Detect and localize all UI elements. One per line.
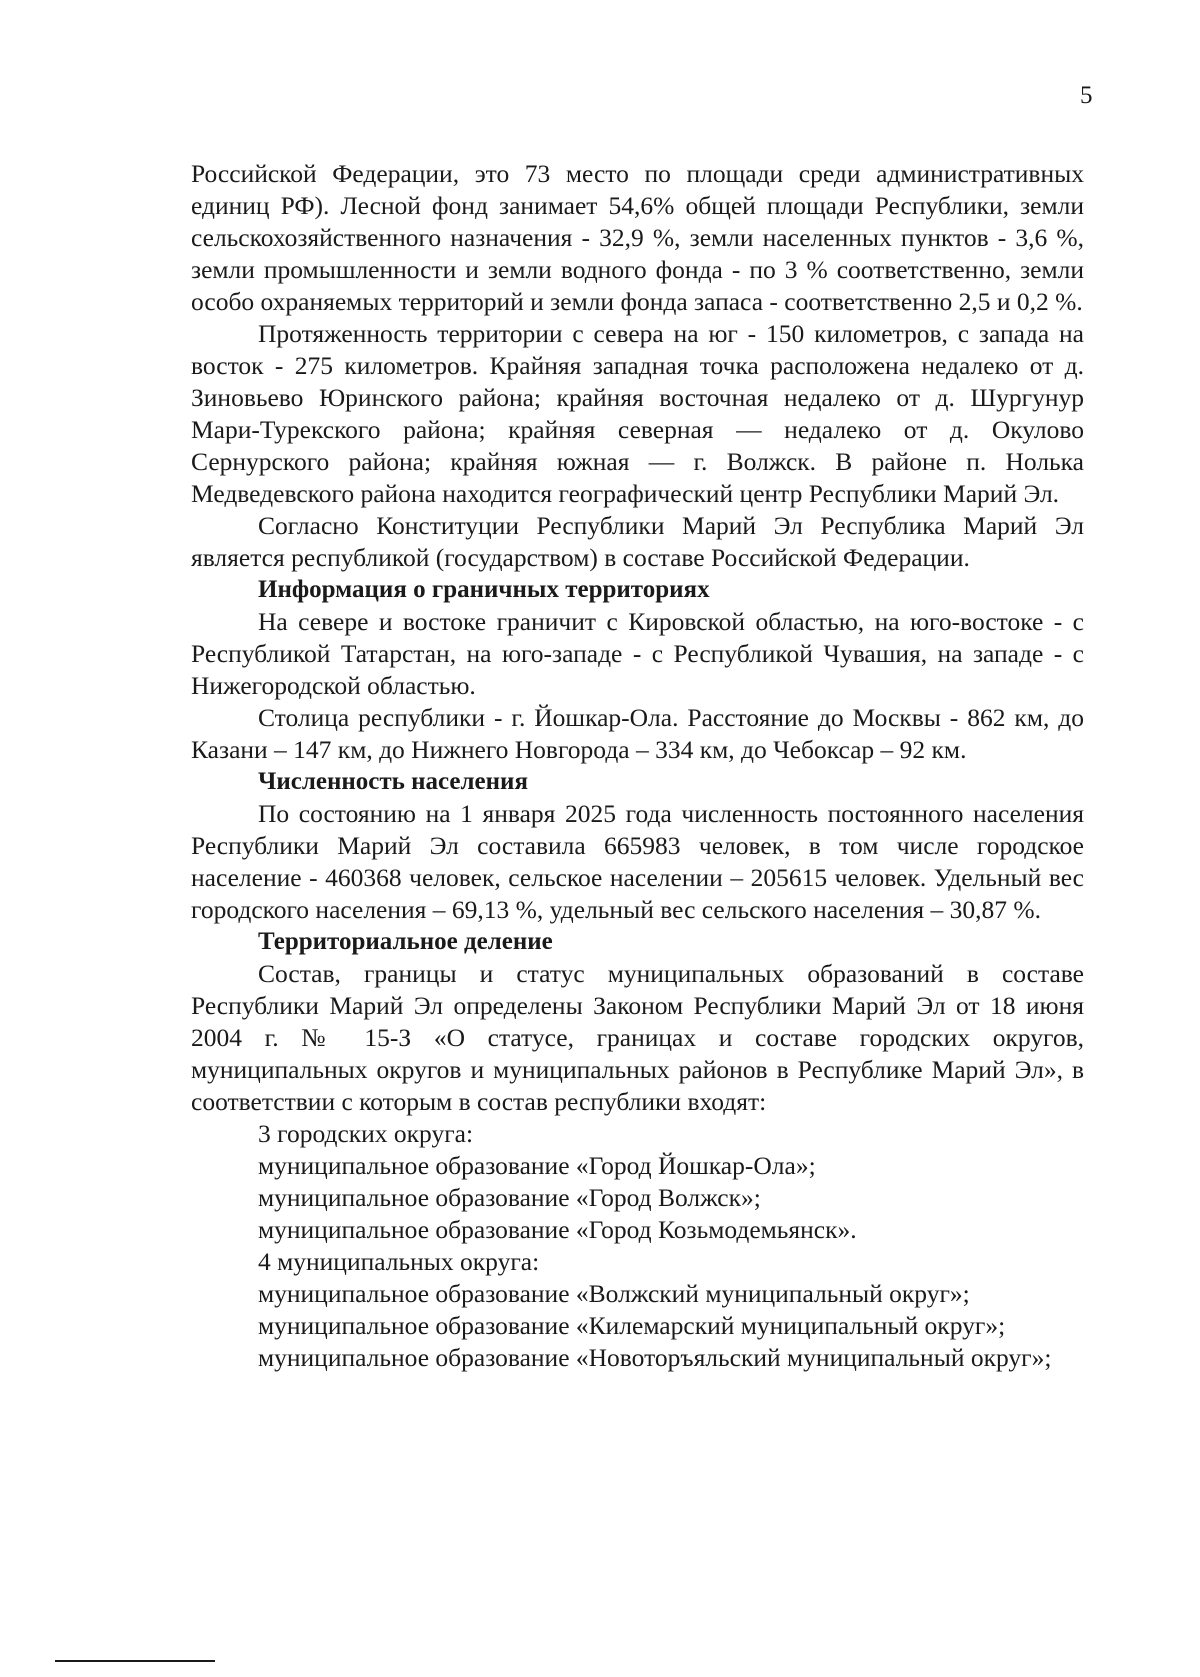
list-item: муниципальное образование «Волжский муниципальный округ»; <box>258 1279 970 1308</box>
paragraph-area: Российской Федерации, это 73 место по площади среди административных единиц РФ). Лесной фонд занимает 54,6% общей площади Республики, земли сельскохозяйственного назначения - 32,9 %, земли населенных пунктов - 3,6 %, земли промышленности и земли водного фонда - по 3 % соответственно, земли особо охраняемых территорий и земли фонда запаса - соответственно 2,5 и 0,2 %. <box>191 159 1084 316</box>
paragraph-borders: На севере и востоке граничит с Кировской областью, на юго-востоке - с Республикой Татарстан, на юго-западе - с Республикой Чувашия, на западе - с Нижегородской областью. <box>191 607 1084 700</box>
heading-division: Территориальное деление <box>258 928 553 955</box>
paragraph-capital: Столица республики - г. Йошкар-Ола. Расстояние до Москвы - 862 км, до Казани – 147 км, до Нижнего Новгорода – 334 км, до Чебоксар – 92 км. <box>191 703 1084 764</box>
municipal-districts-title: 4 муниципальных округа: <box>258 1247 540 1276</box>
paragraph-constitution: Согласно Конституции Республики Марий Эл Республика Марий Эл является республикой (государством) в составе Российской Федерации. <box>191 511 1084 572</box>
document-body <box>191 158 1084 1374</box>
list-item: муниципальное образование «Новоторъяльский муниципальный округ»; <box>258 1343 1052 1372</box>
heading-borders: Информация о граничных территориях <box>258 576 710 603</box>
list-item: муниципальное образование «Город Волжск»; <box>258 1183 761 1212</box>
list-item: муниципальное образование «Город Йошкар-Ола»; <box>258 1151 816 1180</box>
heading-population: Численность населения <box>258 768 528 795</box>
list-item: муниципальное образование «Город Козьмодемьянск». <box>258 1215 857 1244</box>
page-number: 5 <box>1080 82 1093 109</box>
paragraph-population: По состоянию на 1 января 2025 года численность постоянного населения Республики Марий Эл составила 665983 человек, в том числе городское население - 460368 человек, сельское населении – 205615 человек. Удельный вес городского населения – 69,13 %, удельный вес сельского населения – 30,87 %. <box>191 799 1084 924</box>
paragraph-extent: Протяженность территории с севера на юг - 150 километров, с запада на восток - 275 километров. Крайняя западная точка расположена недалеко от д. Зиновьево Юринского района; крайняя восточная недалеко от д. Шургунур Мари-Турекского района; крайняя северная — недалеко от д. Окулово Сернурского района; крайняя южная — г. Волжск. В районе п. Нолька Медведевского района находится географический центр Республики Марий Эл. <box>191 319 1084 508</box>
list-item: муниципальное образование «Килемарский муниципальный округ»; <box>258 1311 1006 1340</box>
footnote-divider <box>55 1660 215 1662</box>
urban-districts-title: 3 городских округа: <box>258 1119 474 1148</box>
paragraph-division: Состав, границы и статус муниципальных образований в составе Республики Марий Эл определены Законом Республики Марий Эл от 18 июня 2004 г. № 15-З «О статусе, границах и составе городских округов, муниципальных округов и муниципальных районов в Республике Марий Эл», в соответствии с которым в состав республики входят: <box>191 959 1084 1116</box>
